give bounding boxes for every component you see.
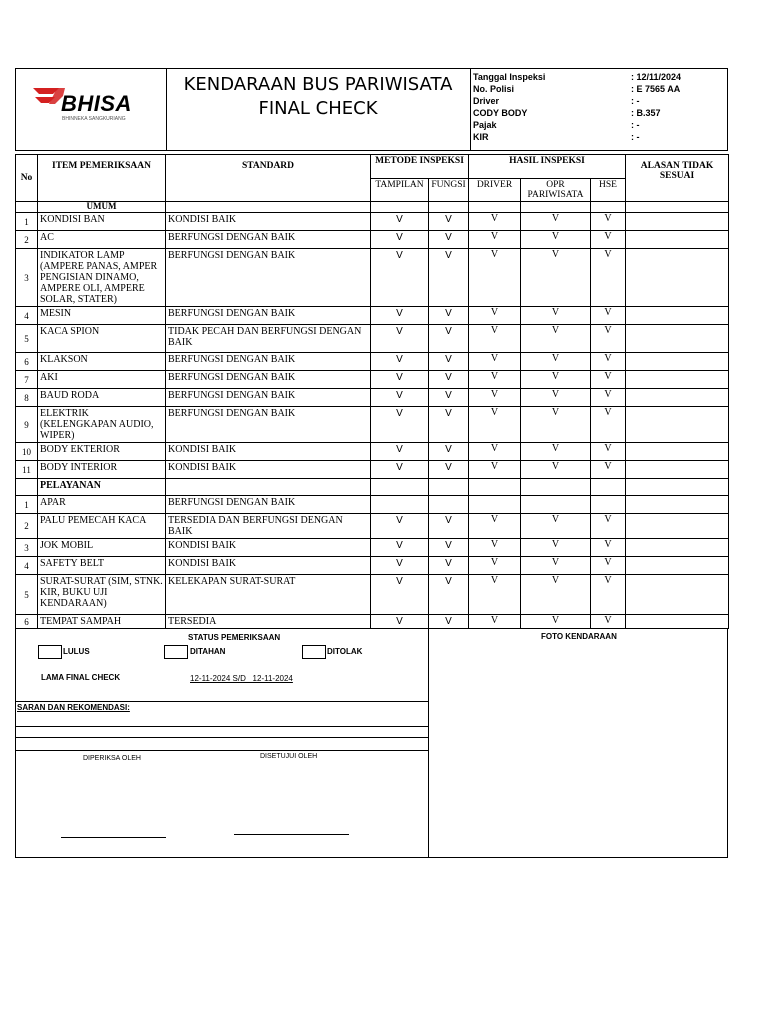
item-cell: PALU PEMECAH KACA [38,514,166,539]
table-row [16,213,729,231]
info-row-codybody: CODY BODY : B.357 [473,108,661,118]
tampilan-check[interactable]: V [371,557,429,575]
item-cell: BODY EKTERIOR [38,443,166,461]
hse-check[interactable]: V [591,213,626,231]
alasan-cell [626,557,729,575]
row-number: 8 [16,389,38,407]
hse-check[interactable]: V [591,575,626,615]
fungsi-check[interactable]: V [429,407,469,443]
alasan-cell [626,389,729,407]
driver-check[interactable]: V [469,389,521,407]
opr-check[interactable]: V [521,231,591,249]
standard-cell: BERFUNGSI DENGAN BAIK [166,353,371,371]
standard-cell: BERFUNGSI DENGAN BAIK [166,407,371,443]
opr-check[interactable]: V [521,325,591,353]
header-opr: OPR PARIWISATA [521,179,591,202]
table-row [16,443,729,461]
row-number: 10 [16,443,38,461]
table-row [16,371,729,389]
ditolak-label: DITOLAK [327,647,363,656]
opr-check[interactable]: V [521,307,591,325]
tampilan-check[interactable]: V [371,615,429,629]
header-standard: STANDARD [166,155,371,202]
inspection-document [15,68,728,858]
opr-check[interactable]: V [521,443,591,461]
row-number: 6 [16,615,38,629]
hse-check[interactable]: V [591,307,626,325]
header-no: No [16,155,38,202]
standard-cell: BERFUNGSI DENGAN BAIK [166,231,371,249]
row-number: 2 [16,231,38,249]
item-cell: AKI [38,371,166,389]
diperiksa-signature-line[interactable] [61,837,166,838]
tampilan-check[interactable]: V [371,307,429,325]
item-cell: SAFETY BELT [38,557,166,575]
row-number: 7 [16,371,38,389]
table-row [16,615,729,629]
alasan-cell [626,539,729,557]
hse-check[interactable]: V [591,539,626,557]
header-hse: HSE [591,179,626,202]
fungsi-check[interactable]: V [429,575,469,615]
table-row [16,353,729,371]
row-number: 4 [16,307,38,325]
section-row-pelayanan: PELAYANAN [16,479,729,496]
fungsi-check[interactable]: V [429,461,469,479]
standard-cell: TERSEDIA [166,615,371,629]
item-cell: KACA SPION [38,325,166,353]
foto-label: FOTO KENDARAAN [541,632,617,641]
row-number: 1 [16,496,38,514]
info-row-kir: KIR : - [473,132,640,142]
row-number: 2 [16,514,38,539]
driver-check[interactable]: V [469,325,521,353]
item-cell: KLAKSON [38,353,166,371]
fungsi-check[interactable]: V [429,557,469,575]
standard-cell: KONDISI BAIK [166,539,371,557]
driver-check[interactable] [469,496,521,514]
standard-cell: KONDISI BAIK [166,461,371,479]
table-row [16,325,729,353]
fungsi-check[interactable]: V [429,371,469,389]
row-number: 1 [16,213,38,231]
standard-cell: TIDAK PECAH DAN BERFUNGSI DENGAN BAIK [166,325,371,353]
driver-check[interactable]: V [469,443,521,461]
opr-check[interactable]: V [521,249,591,307]
opr-check[interactable]: V [521,557,591,575]
hse-check[interactable]: V [591,325,626,353]
status-title: STATUS PEMERIKSAAN [188,633,281,642]
table-row [16,249,729,307]
hse-check[interactable]: V [591,249,626,307]
row-number: 5 [16,325,38,353]
item-cell: AC [38,231,166,249]
opr-check[interactable]: V [521,539,591,557]
hse-check[interactable]: V [591,461,626,479]
alasan-cell [626,443,729,461]
row-number: 6 [16,353,38,371]
logo-text: BHISA [61,91,132,116]
alasan-cell [626,249,729,307]
table-row [16,496,729,514]
driver-check[interactable]: V [469,249,521,307]
header-alasan: ALASAN TIDAK SESUAI [626,155,729,202]
table-row [16,575,729,615]
hse-check[interactable]: V [591,557,626,575]
standard-cell: BERFUNGSI DENGAN BAIK [166,496,371,514]
item-cell: BODY INTERIOR [38,461,166,479]
section-row-umum: UMUM [16,202,729,213]
fungsi-check[interactable] [429,496,469,514]
bottom-section [15,629,728,858]
standard-cell: BERFUNGSI DENGAN BAIK [166,249,371,307]
hse-check[interactable]: V [591,443,626,461]
saran-line-3[interactable] [16,750,428,751]
hse-check[interactable] [591,496,626,514]
info-row-pajak: Pajak : - [473,120,640,130]
table-row [16,389,729,407]
item-cell: KONDISI BAN [38,213,166,231]
alasan-cell [626,514,729,539]
driver-check[interactable]: V [469,575,521,615]
alasan-cell [626,307,729,325]
table-row [16,407,729,443]
alasan-cell [626,407,729,443]
fungsi-check[interactable]: V [429,231,469,249]
lama-label: LAMA FINAL CHECK [41,673,121,682]
opr-check[interactable]: V [521,213,591,231]
item-cell: JOK MOBIL [38,539,166,557]
table-row [16,461,729,479]
standard-cell: KONDISI BAIK [166,557,371,575]
alasan-cell [626,371,729,389]
fungsi-check[interactable]: V [429,325,469,353]
fungsi-check[interactable]: V [429,389,469,407]
opr-check[interactable]: V [521,371,591,389]
opr-check[interactable] [521,496,591,514]
document-title: KENDARAAN BUS PARIWISATA FINAL CHECK [166,69,471,150]
saran-line-2[interactable] [16,737,428,738]
header-metode: METODE INSPEKSI [371,155,469,179]
ditolak-checkbox[interactable] [302,645,326,659]
standard-cell: KELEKAPAN SURAT-SURAT [166,575,371,615]
disetujui-label: DISETUJUI OLEH [260,753,318,760]
hse-check[interactable]: V [591,514,626,539]
hse-check[interactable]: V [591,231,626,249]
fungsi-check[interactable]: V [429,615,469,629]
header-hasil: HASIL INSPEKSI [469,155,626,179]
tampilan-check[interactable]: V [371,575,429,615]
driver-check[interactable]: V [469,407,521,443]
driver-check[interactable]: V [469,371,521,389]
standard-cell: BERFUNGSI DENGAN BAIK [166,307,371,325]
item-cell: MESIN [38,307,166,325]
fungsi-check[interactable]: V [429,353,469,371]
standard-cell: BERFUNGSI DENGAN BAIK [166,371,371,389]
driver-check[interactable]: V [469,615,521,629]
driver-check[interactable]: V [469,539,521,557]
driver-check[interactable]: V [469,461,521,479]
info-row-nopolisi: No. Polisi : E 7565 AA [473,84,681,94]
driver-check[interactable]: V [469,557,521,575]
status-area [16,629,429,857]
opr-check[interactable]: V [521,353,591,371]
fungsi-check[interactable]: V [429,539,469,557]
opr-check[interactable]: V [521,389,591,407]
tampilan-check[interactable]: V [371,539,429,557]
hse-check[interactable]: V [591,615,626,629]
header-driver: DRIVER [469,179,521,202]
row-number: 9 [16,407,38,443]
tampilan-check[interactable]: V [371,443,429,461]
header-fungsi: FUNGSI [429,179,469,202]
fungsi-check[interactable]: V [429,443,469,461]
table-row [16,231,729,249]
alasan-cell [626,231,729,249]
driver-check[interactable]: V [469,231,521,249]
tampilan-check[interactable]: V [371,389,429,407]
lama-value: 12-11-2024 S/D 12-11-2024 [190,674,293,683]
driver-check[interactable]: V [469,307,521,325]
alasan-cell [626,213,729,231]
lulus-label: LULUS [63,647,90,656]
opr-check[interactable]: V [521,514,591,539]
table-row [16,539,729,557]
divider-line [16,701,428,702]
logo-subtext: BHINNEKA SANGKURIANG [62,116,126,122]
hse-check[interactable]: V [591,353,626,371]
alasan-cell [626,615,729,629]
item-cell: BAUD RODA [38,389,166,407]
alasan-cell [626,496,729,514]
tampilan-check[interactable]: V [371,461,429,479]
fungsi-check[interactable]: V [429,514,469,539]
row-number: 5 [16,575,38,615]
tampilan-check[interactable]: V [371,249,429,307]
alasan-cell [626,353,729,371]
hse-check[interactable]: V [591,407,626,443]
saran-label: SARAN DAN REKOMENDASI: [17,703,130,712]
fungsi-check[interactable]: V [429,307,469,325]
tampilan-check[interactable]: V [371,213,429,231]
info-row-tanggal: Tanggal Inspeksi : 12/11/2024 [473,72,682,82]
driver-check[interactable]: V [469,353,521,371]
inspection-table [15,154,729,629]
table-row [16,307,729,325]
info-row-driver: Driver : - [473,96,640,106]
item-cell: ELEKTRIK (KELENGKAPAN AUDIO, WIPER) [38,407,166,443]
info-panel [471,69,727,150]
opr-check[interactable]: V [521,575,591,615]
standard-cell: KONDISI BAIK [166,213,371,231]
header-item: ITEM PEMERIKSAAN [38,155,166,202]
standard-cell: BERFUNGSI DENGAN BAIK [166,389,371,407]
tampilan-check[interactable]: V [371,353,429,371]
tampilan-check[interactable]: V [371,407,429,443]
item-cell: TEMPAT SAMPAH [38,615,166,629]
tampilan-check[interactable]: V [371,325,429,353]
item-cell: SURAT-SURAT (SIM, STNK. KIR, BUKU UJI KENDARAAN) [38,575,166,615]
table-row [16,557,729,575]
ditahan-checkbox[interactable] [164,645,188,659]
saran-line-1[interactable] [16,726,428,727]
disetujui-signature-line[interactable] [234,834,349,835]
fungsi-check[interactable]: V [429,249,469,307]
hse-check[interactable]: V [591,389,626,407]
driver-check[interactable]: V [469,514,521,539]
row-number: 4 [16,557,38,575]
alasan-cell [626,325,729,353]
ditahan-label: DITAHAN [190,647,226,656]
opr-check[interactable]: V [521,615,591,629]
alasan-cell [626,575,729,615]
table-body [16,202,729,629]
item-cell: APAR [38,496,166,514]
table-row [16,514,729,539]
row-number: 3 [16,249,38,307]
logo-area [16,69,167,150]
fungsi-check[interactable]: V [429,213,469,231]
alasan-cell [626,461,729,479]
opr-check[interactable]: V [521,461,591,479]
item-cell: INDIKATOR LAMP (AMPERE PANAS, AMPER PENGISIAN DINAMO, AMPERE OLI, AMPERE SOLAR, STATER) [38,249,166,307]
hse-check[interactable]: V [591,371,626,389]
opr-check[interactable]: V [521,407,591,443]
header-tampilan: TAMPILAN [371,179,429,202]
tampilan-check[interactable]: V [371,514,429,539]
standard-cell: TERSEDIA DAN BERFUNGSI DENGAN BAIK [166,514,371,539]
diperiksa-label: DIPERIKSA OLEH [83,755,141,762]
row-number: 3 [16,539,38,557]
standard-cell: KONDISI BAIK [166,443,371,461]
document-header [15,68,728,151]
driver-check[interactable]: V [469,213,521,231]
lulus-checkbox[interactable] [38,645,62,659]
tampilan-check[interactable]: V [371,231,429,249]
tampilan-check[interactable] [371,496,429,514]
tampilan-check[interactable]: V [371,371,429,389]
row-number: 11 [16,461,38,479]
